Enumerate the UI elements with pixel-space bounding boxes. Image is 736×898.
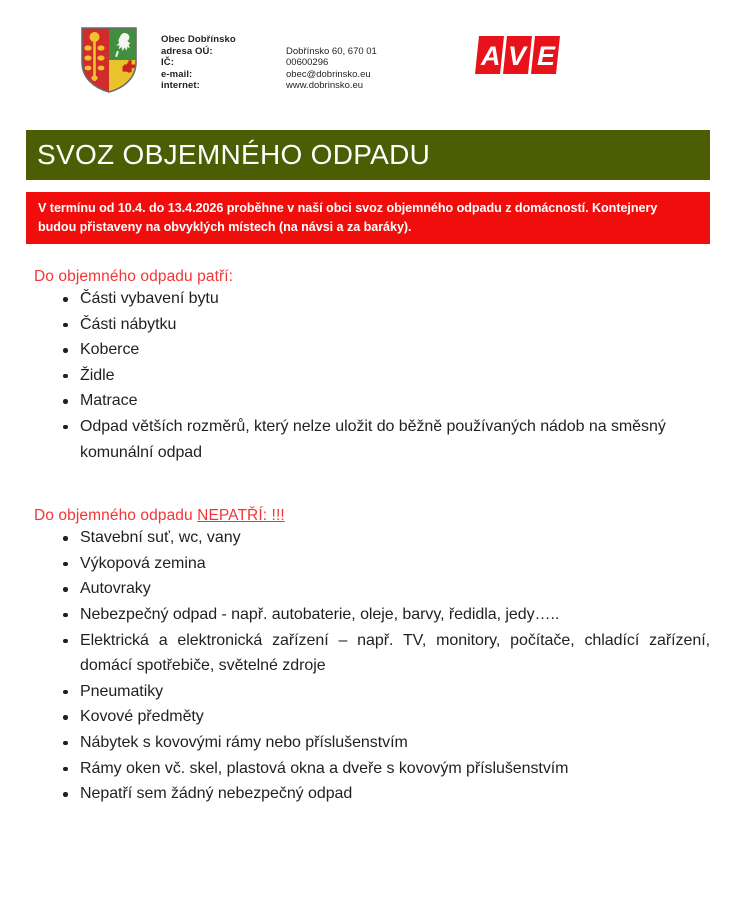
list-item: Koberce [0,337,736,363]
list-item: Elektrická a elektronická zařízení – např. TV, monitory, počítače, chladící zařízení, domácí spotřebiče, světelné zdroje [0,628,736,679]
svg-text:E: E [537,41,556,71]
organization-name: Obec Dobřínsko [161,34,236,45]
list-item: Židle [0,363,736,389]
notice-banner [26,192,710,244]
list-item: Pneumatiky [0,679,736,705]
contact-block [161,34,377,92]
svg-text:V: V [508,41,527,71]
list-item: Matrace [0,388,736,414]
section-heading-rejected [0,507,736,525]
list-item: Rámy oken vč. skel, plastová okna a dveře s kovovým příslušenstvím [0,756,736,782]
title-banner [26,130,710,180]
section-heading-accepted-text: Do objemného odpadu patří: [34,268,234,285]
list-item: Stavební suť, wc, vany [0,525,736,551]
rejected-waste-list [0,525,736,807]
contact-value-ico: 00600296 [286,57,329,69]
list-item: Nepatří sem žádný nebezpečný odpad [0,781,736,807]
list-item: Nábytek s kovovými rámy nebo příslušenstvím [0,730,736,756]
contact-row-ico [161,57,377,69]
contact-value-internet[interactable]: www.dobrinsko.eu [286,80,364,92]
contact-label-ico: IČ: [161,57,174,69]
contact-label-email: e-mail: [161,68,193,80]
contact-label-internet: internet: [161,80,200,92]
document-header [0,0,736,112]
contact-row-address [161,46,377,58]
list-item: Odpad větších rozměrů, který nelze uložit do běžně používaných nádob na směsný komunální odpad [0,414,736,465]
ave-logo [474,34,566,76]
list-item: Kovové předměty [0,704,736,730]
list-item: Části nábytku [0,312,736,338]
section-heading-rejected-emphasis: NEPATŘÍ: !!! [197,507,285,525]
accepted-waste-list [0,286,736,465]
list-item: Výkopová zemina [0,551,736,577]
list-item: Části vybavení bytu [0,286,736,312]
contact-value-email[interactable]: obec@dobrinsko.eu [286,68,371,80]
page-title: SVOZ OBJEMNÉHO ODPADU [37,139,431,170]
contact-row-internet [161,80,377,92]
document-body [0,268,736,807]
list-item: Autovraky [0,576,736,602]
contact-label-address: adresa OÚ: [161,45,213,57]
notice-text: V termínu od 10.4. do 13.4.2026 proběhne v naší obci svoz objemného odpadu z domácností. Kontejnery budou přistaveny na obvyklých místech (na návsi a za baráky). [38,201,658,234]
section-heading-accepted [0,268,736,286]
coat-of-arms-icon [80,26,138,94]
list-item: Nebezpečný odpad - např. autobaterie, oleje, barvy, ředidla, jedy….. [0,602,736,628]
contact-row-email [161,69,377,81]
svg-text:A: A [481,41,501,71]
section-heading-rejected-text: Do objemného odpadu [34,507,198,525]
contact-value-address: Dobřínsko 60, 670 01 [286,45,377,57]
